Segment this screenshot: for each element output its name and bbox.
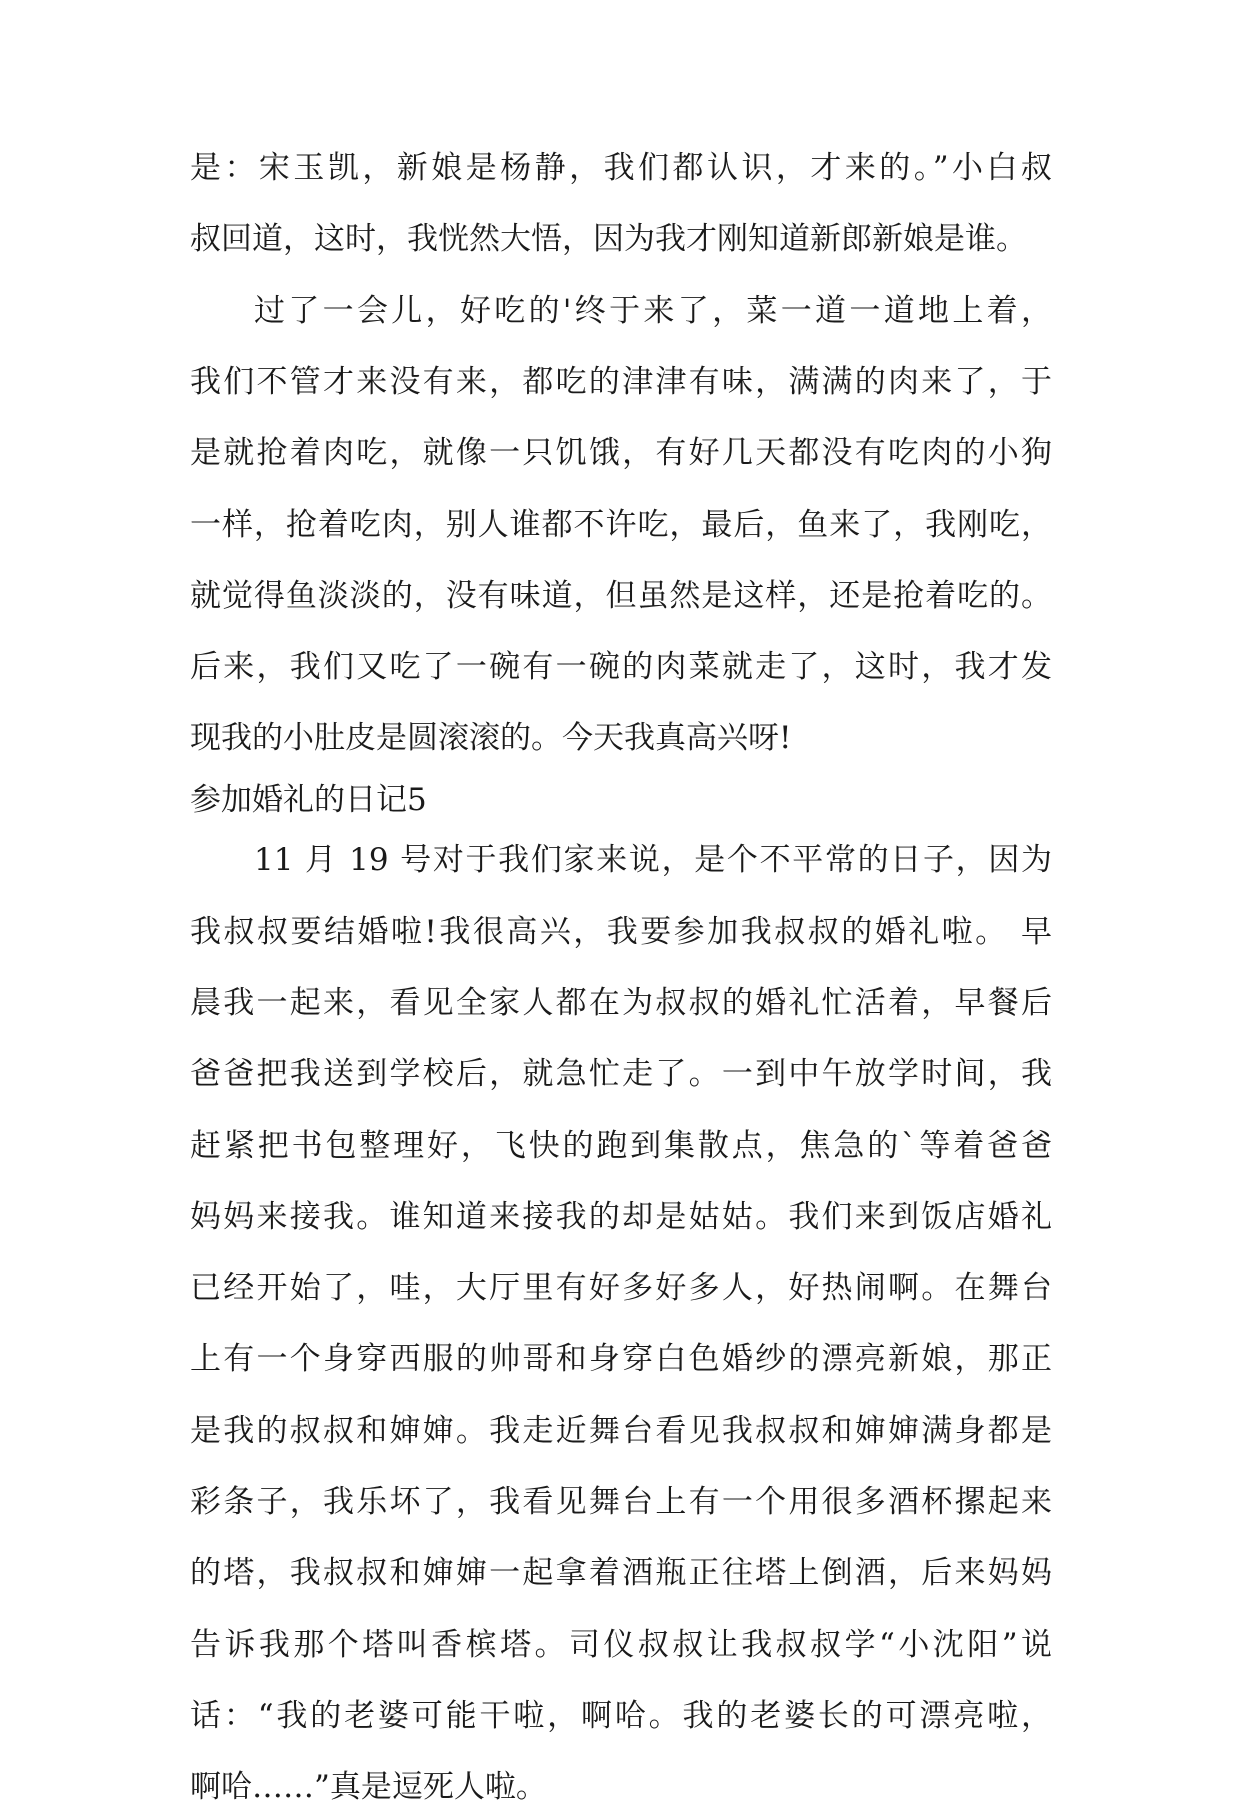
paragraph-line: 爸爸把我送到学校后，就急忙走了。一到中午放学时间，我 [190,1056,1052,1092]
paragraph-line: 过了一会儿，好吃的'终于来了，菜一道一道地上着， [254,293,1052,329]
paragraph-line: 妈妈来接我。谁知道来接我的却是姑姑。我们来到饭店婚礼 [190,1199,1052,1235]
paragraph-line: 我们不管才来没有来，都吃的津津有味，满满的肉来了，于 [190,364,1052,400]
paragraph-line: 后来，我们又吃了一碗有一碗的肉菜就走了，这时，我才发 [190,649,1052,685]
paragraph-line: 彩条子，我乐坏了，我看见舞台上有一个用很多酒杯摞起来 [190,1484,1052,1520]
paragraph-line: 是：宋玉凯，新娘是杨静，我们都认识，才来的。”小白叔 [190,150,1052,186]
paragraph-line: 一样，抢着吃肉，别人谁都不许吃，最后，鱼来了，我刚吃， [190,507,1052,543]
paragraph-line: 话：“我的老婆可能干啦，啊哈。我的老婆长的可漂亮啦， [190,1698,1052,1734]
paragraph-line: 我叔叔要结婚啦!我很高兴，我要参加我叔叔的婚礼啦。 早 [190,914,1052,950]
paragraph-line: 上有一个身穿西服的帅哥和身穿白色婚纱的漂亮新娘，那正 [190,1341,1052,1377]
paragraph-line: 啊哈……”真是逗死人啦。 [190,1769,547,1805]
paragraph-line: 已经开始了，哇，大厅里有好多好多人，好热闹啊。在舞台 [190,1270,1052,1306]
paragraph-line: 11 月 19 号对于我们家来说，是个不平常的日子，因为 [254,842,1052,878]
paragraph-line: 告诉我那个塔叫香槟塔。司仪叔叔让我叔叔学“小沈阳”说 [190,1627,1052,1663]
paragraph-line: 是就抢着肉吃，就像一只饥饿，有好几天都没有吃肉的小狗 [190,435,1052,471]
paragraph-line: 赶紧把书包整理好，飞快的跑到集散点，焦急的`等着爸爸 [190,1128,1052,1164]
paragraph-line: 晨我一起来，看见全家人都在为叔叔的婚礼忙活着，早餐后 [190,985,1052,1021]
paragraph-line: 是我的叔叔和婶婶。我走近舞台看见我叔叔和婶婶满身都是 [190,1413,1052,1449]
paragraph-line: 现我的小肚皮是圆滚滚的。今天我真高兴呀! [190,720,792,756]
paragraph-line: 就觉得鱼淡淡的，没有味道，但虽然是这样，还是抢着吃的。 [190,578,1052,614]
section-heading: 参加婚礼的日记5 [190,782,427,818]
paragraph-line: 的塔，我叔叔和婶婶一起拿着酒瓶正往塔上倒酒，后来妈妈 [190,1555,1052,1591]
paragraph-line: 叔回道，这时，我恍然大悟，因为我才刚知道新郎新娘是谁。 [190,221,1027,257]
